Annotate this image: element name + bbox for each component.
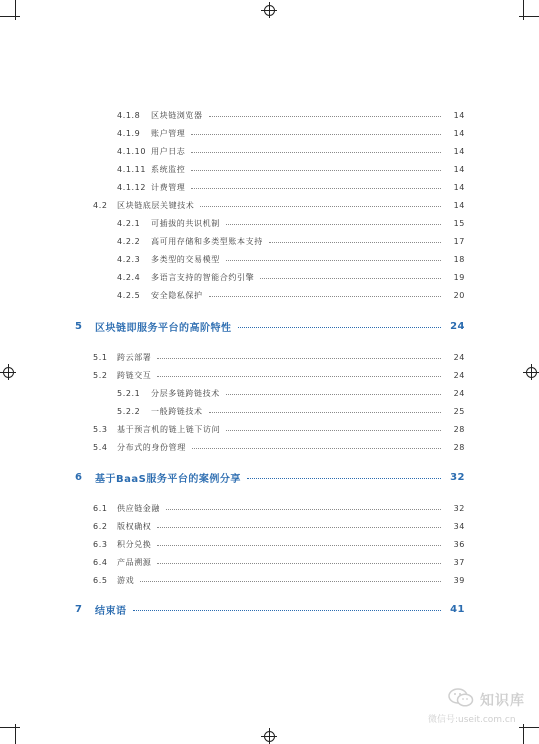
toc-entry-number: 4.1.10 (117, 146, 147, 156)
toc-entry[interactable] (0, 234, 539, 248)
toc-entry[interactable] (0, 252, 539, 266)
toc-entry-title: 跨云部署 (117, 352, 152, 362)
toc-entry-page: 14 (453, 128, 465, 138)
crop-mark (15, 724, 16, 744)
toc-leader-dots (191, 152, 441, 153)
toc-entry[interactable] (0, 270, 539, 284)
toc-leader-dots (191, 134, 441, 135)
toc-entry[interactable] (0, 555, 539, 569)
toc-entry-page: 24 (453, 388, 465, 398)
toc-entry[interactable] (0, 368, 539, 382)
toc-entry-title: 分层多链跨链技术 (151, 388, 220, 398)
toc-entry-number: 5.3 (93, 424, 108, 434)
toc-entry-title: 区块链浏览器 (151, 110, 203, 120)
toc-leader-dots (226, 430, 441, 431)
toc-entry-number: 6.5 (93, 575, 108, 585)
watermark-brand: 知识库 (480, 693, 525, 709)
toc-entry-number: 6.3 (93, 539, 108, 549)
toc-entry-title: 分布式的身份管理 (117, 442, 186, 452)
toc-entry[interactable] (0, 216, 539, 230)
toc-leader-dots (269, 242, 441, 243)
crop-mark (519, 16, 539, 17)
toc-entry-number: 5.2 (93, 370, 108, 380)
toc-leader-dots (157, 563, 441, 564)
toc-entry-page: 25 (453, 406, 465, 416)
toc-leader-dots (238, 327, 442, 328)
toc-entry-page: 14 (453, 110, 465, 120)
toc-entry[interactable] (0, 501, 539, 515)
toc-entry-number: 6 (75, 471, 83, 483)
toc-leader-dots (209, 116, 441, 117)
toc-leader-dots (191, 170, 441, 171)
toc-entry-number: 5.1 (93, 352, 108, 362)
toc-entry-title: 基于BaaS服务平台的案例分享 (95, 473, 241, 485)
toc-leader-dots (200, 206, 441, 207)
toc-entry[interactable] (0, 198, 539, 212)
toc-entry-title: 多类型的交易模型 (151, 254, 220, 264)
toc-entry-number: 5 (75, 320, 83, 332)
toc-leader-dots (157, 527, 441, 528)
toc-entry[interactable] (0, 470, 539, 484)
toc-entry-number: 6.2 (93, 521, 108, 531)
toc-entry-page: 24 (450, 320, 465, 332)
toc-entry-number: 4.1.12 (117, 182, 147, 192)
toc-entry-page: 14 (453, 164, 465, 174)
crop-mark (523, 0, 524, 20)
toc-leader-dots (226, 260, 441, 261)
toc-entry-page: 15 (453, 218, 465, 228)
toc-entry-title: 计费管理 (151, 182, 186, 192)
toc-entry[interactable] (0, 162, 539, 176)
toc-entry-number: 4.1.8 (117, 110, 141, 120)
toc-entry[interactable] (0, 288, 539, 302)
toc-entry-page: 17 (453, 236, 465, 246)
toc-entry-title: 系统监控 (151, 164, 186, 174)
toc-entry-page: 28 (453, 424, 465, 434)
toc-entry-page: 36 (453, 539, 465, 549)
toc-entry-title: 安全隐私保护 (151, 290, 203, 300)
toc-entry-number: 4.2.4 (117, 272, 141, 282)
toc-entry-page: 39 (453, 575, 465, 585)
toc-entry-page: 34 (453, 521, 465, 531)
toc-entry[interactable] (0, 180, 539, 194)
toc-leader-dots (166, 509, 441, 510)
crop-mark (0, 16, 20, 17)
toc-entry-title: 多语言支持的智能合约引擎 (151, 272, 255, 282)
toc-entry-title: 版权确权 (117, 521, 152, 531)
toc-entry-page: 20 (453, 290, 465, 300)
toc-entry-page: 14 (453, 200, 465, 210)
toc-entry-title: 可插拔的共识机制 (151, 218, 220, 228)
toc-entry-number: 6.4 (93, 557, 108, 567)
toc-entry[interactable] (0, 602, 539, 616)
toc-entry-title: 账户管理 (151, 128, 186, 138)
toc-entry-number: 4.2.3 (117, 254, 141, 264)
toc-entry[interactable] (0, 573, 539, 587)
crop-mark (519, 727, 539, 728)
toc-entry-number: 4.2.1 (117, 218, 141, 228)
toc-entry[interactable] (0, 108, 539, 122)
toc-entry-title: 积分兑换 (117, 539, 152, 549)
toc-entry-page: 24 (453, 352, 465, 362)
toc-entry-title: 高可用存储和多类型账本支持 (151, 236, 263, 246)
toc-entry-page: 41 (450, 603, 465, 615)
toc-entry[interactable] (0, 440, 539, 454)
toc-entry-title: 区块链底层关键技术 (117, 200, 195, 210)
wechat-icon (448, 688, 474, 708)
toc-leader-dots (226, 224, 441, 225)
toc-entry-number: 4.2.5 (117, 290, 141, 300)
toc-entry-number: 6.1 (93, 503, 108, 513)
toc-leader-dots (260, 278, 441, 279)
toc-leader-dots (157, 358, 441, 359)
toc-leader-dots (191, 188, 441, 189)
toc-leader-dots (157, 545, 441, 546)
watermark (428, 690, 533, 725)
toc-leader-dots (226, 394, 441, 395)
toc-entry[interactable] (0, 519, 539, 533)
crop-mark (0, 727, 20, 728)
toc-entry-number: 4.2 (93, 200, 108, 210)
toc-entry-page: 32 (450, 471, 465, 483)
toc-entry-page: 19 (453, 272, 465, 282)
crop-mark (523, 724, 524, 744)
toc-entry-title: 游戏 (117, 575, 135, 585)
toc-entry[interactable] (0, 319, 539, 333)
toc-entry-title: 结束语 (95, 605, 127, 617)
toc-entry-number: 5.4 (93, 442, 108, 452)
toc-entry-page: 18 (453, 254, 465, 264)
toc-entry-title: 区块链即服务平台的高阶特性 (95, 322, 232, 334)
toc-leader-dots (192, 448, 441, 449)
toc-leader-dots (157, 376, 441, 377)
toc-entry-page: 14 (453, 146, 465, 156)
toc-entry-title: 一般跨链技术 (151, 406, 203, 416)
toc-entry-page: 32 (453, 503, 465, 513)
toc-entry-page: 28 (453, 442, 465, 452)
toc-leader-dots (209, 412, 441, 413)
toc-entry-title: 基于预言机的链上链下访问 (117, 424, 221, 434)
toc-entry-title: 跨链交互 (117, 370, 152, 380)
watermark-subtitle: 微信号:useit.com.cn (428, 715, 516, 725)
toc-entry-number: 4.1.9 (117, 128, 141, 138)
registration-mark-icon (261, 728, 277, 744)
toc-entry-page: 14 (453, 182, 465, 192)
toc-entry-number: 5.2.1 (117, 388, 141, 398)
registration-mark-icon (261, 2, 277, 18)
toc-leader-dots (209, 296, 441, 297)
toc-entry-title: 产品溯源 (117, 557, 152, 567)
toc-entry[interactable] (0, 422, 539, 436)
toc-entry[interactable] (0, 537, 539, 551)
toc-leader-dots (140, 581, 441, 582)
toc-leader-dots (247, 478, 441, 479)
toc-entry[interactable] (0, 350, 539, 364)
toc-entry-number: 4.2.2 (117, 236, 141, 246)
toc-entry-page: 37 (453, 557, 465, 567)
toc-entry-number: 7 (75, 603, 83, 615)
toc-entry[interactable] (0, 144, 539, 158)
toc-entry-number: 4.1.11 (117, 164, 147, 174)
toc-leader-dots (133, 610, 442, 611)
toc-entry-number: 5.2.2 (117, 406, 141, 416)
toc-entry-page: 24 (453, 370, 465, 380)
toc-entry-title: 用户日志 (151, 146, 186, 156)
toc-entry[interactable] (0, 126, 539, 140)
toc-entry[interactable] (0, 386, 539, 400)
toc-entry[interactable] (0, 404, 539, 418)
crop-mark (15, 0, 16, 20)
toc-entry-title: 供应链金融 (117, 503, 160, 513)
